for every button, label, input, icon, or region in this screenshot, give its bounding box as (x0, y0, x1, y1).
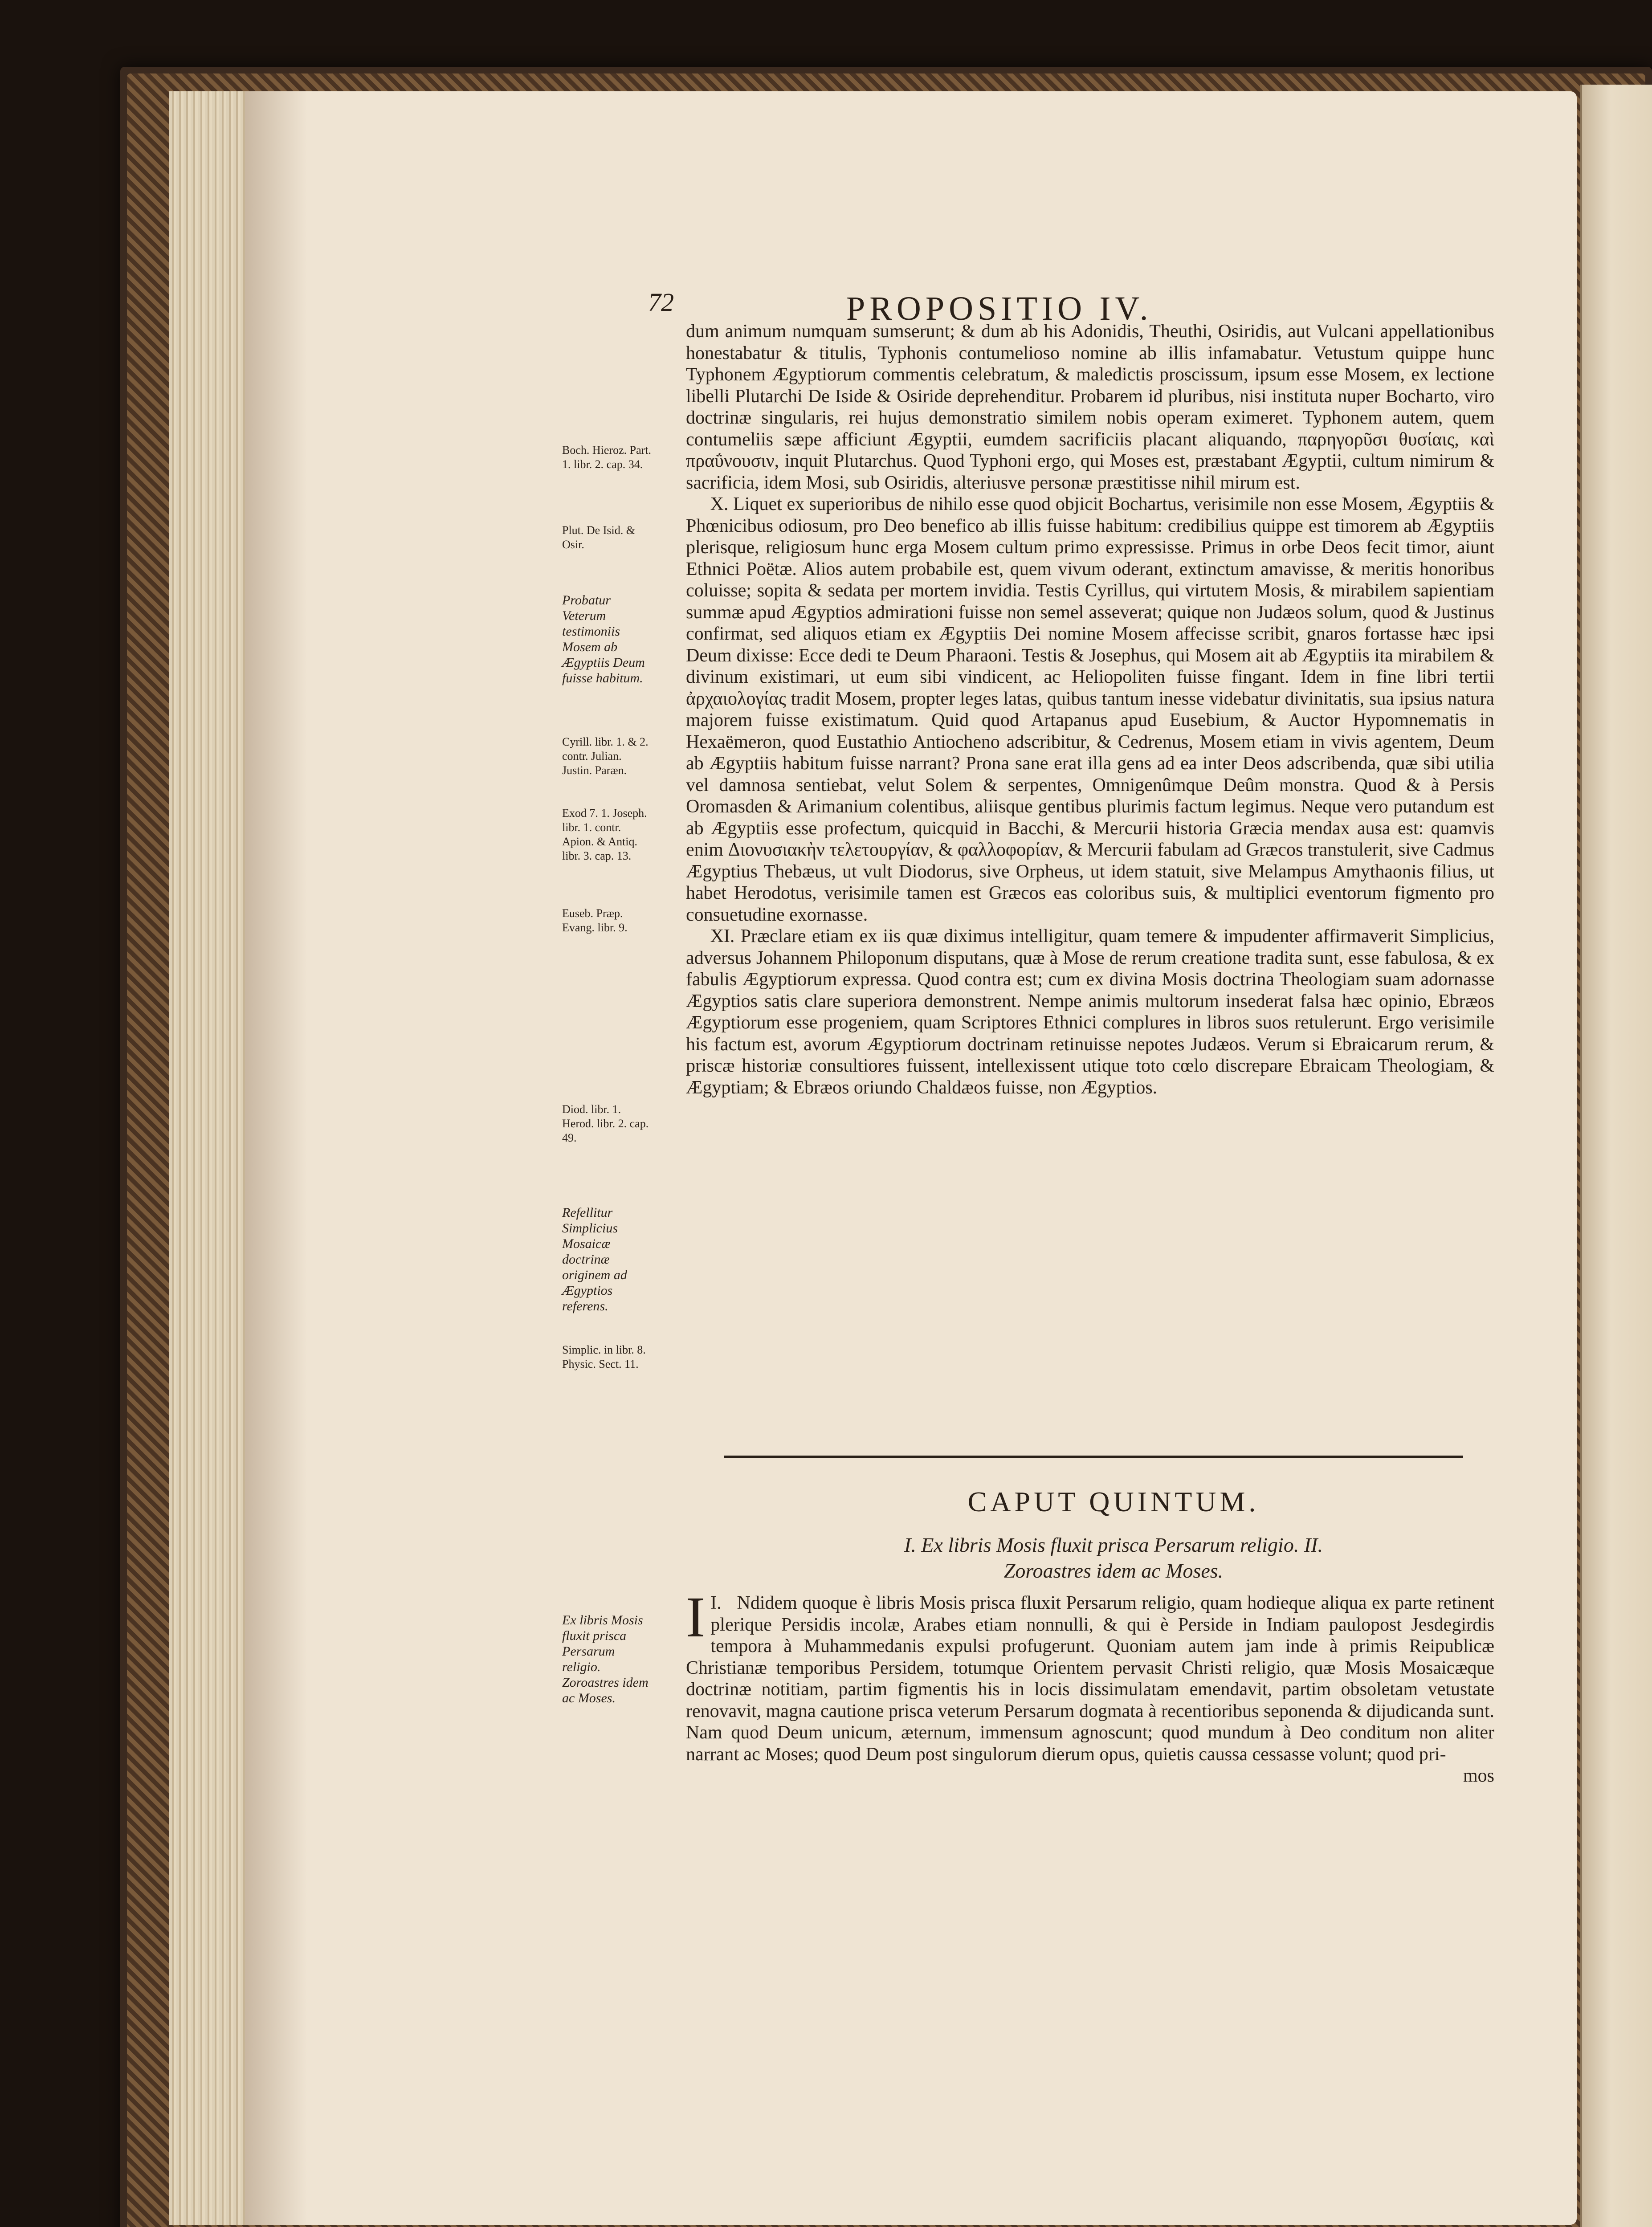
page-edges (169, 91, 245, 2225)
facing-page-edge (1580, 85, 1652, 2227)
marginal-note: Boch. Hieroz. Part. 1. libr. 2. cap. 34. (562, 444, 652, 471)
marginal-note: Euseb. Præp. Evang. libr. 9. (562, 907, 628, 934)
chapter-summary-line: I. Ex libris Mosis fluxit prisca Persarum religio. II. (904, 1534, 1323, 1556)
gutter-shadow (245, 91, 307, 2225)
running-head: PROPOSITIO IV. (846, 290, 1153, 327)
main-text (686, 321, 1494, 1098)
drop-cap: I (686, 1585, 706, 1649)
marginal-note: Plut. De Isid. & Osir. (562, 524, 635, 551)
paragraph: dum animum numquam sumserunt; & dum ab his Adonidis, Theuthi, Osiridis, aut Vulcani appellationibus honestabatur & titulis, Typhonis contumelioso nomine ab illis infamabatur. Vetustum quippe hunc Typhonem Ægyptiorum commentis celebratum, & maledictis proscissum, ipsum esse Mosem, ex lectione libelli Plutarchi De Iside & Osiride deprehenditur. Probarem id pluribus, nisi instituta nuper Bocharto, viro doctrinæ singularis, rei hujus demonstratio similem nobis operam eximeret. Typhonem autem, quem contumeliis sæpe afficiunt Ægyptii, eumdem sacrificiis placant aliquando, παρηγορῦσι θυσίαις, καὶ πραΰνουσιν, inquit Plutarchus. Quod Typhoni ergo, qui Moses est, præstabant Ægyptii, cultum nimirum & sacrificia, idem Mosi, sub Osiridis, alteriusve personæ præstitisse nihil mirum est. (686, 321, 1494, 493)
marginal-note: Simplic. in libr. 8. Physic. Sect. 11. (562, 1343, 646, 1370)
marginal-note: Cyrill. libr. 1. & 2. contr. Julian. Justin. Paræn. (562, 735, 649, 777)
section-number: I. (710, 1593, 722, 1613)
chapter-title: CAPUT QUINTUM. (967, 1486, 1260, 1517)
chapter-summary (779, 1532, 1448, 1584)
chapter-paragraph: Ndidem quoque è libris Mosis prisca fluxit Persarum religio, quam hodieque aliqua ex parte retinent plerique Persidis incolæ, Arabes etiam nonnulli, & qui è Perside in Indiam paulopost Jesdegirdis tempora à Muhammedanis expulsi profugerunt. Quoniam autem jam inde à primis Reipublicæ Christianæ temporibus Persidem, totumque Orientem pervasit Christi religio, quæ Mosis Mosaicæque doctrinæ notitiam, partim figmentis his in locis dissimulatam emendavit, partim obsoletam vetustate renovavit, magna cautione prisca veterum Persarum dogmata à recentioribus seponenda & dijudicanda sunt. Nam quod Deum unicum, æternum, immensum agnoscunt; quod mundum à Deo conditum non aliter narrant ac Moses; quod Deum post singulorum dierum opus, quietis caussa cessasse volunt; quod pri- (686, 1593, 1495, 1765)
paragraph: X. Liquet ex superioribus de nihilo esse quod objicit Bochartus, verisimile non esse Mosem, Ægyptiis & Phœnicibus odiosum, pro Deo benefico ab illis fuisse habitum: credibilius quippe est timorem ab Ægyptiis plerisque, religiosum hunc erga Mosem cultum primo expressisse. Primus in orbe Deos fecit timor, aiunt Ethnici Poëtæ. Alios autem probabile est, quem vivum oderant, extinctum amavisse, & meritis honoribus coluisse; sopita & sedata per mortem invidia. Testis Cyrillus, qui virtutem Mosis, & mirabilem sapientiam summæ apud Ægyptios admirationi fuisse non semel asseverat; quique non Judæos solum, quod & Justinus confirmat, sed aliquos etiam ex Ægyptiis Dei nomine Mosem affecisse scribit, gnaros fortasse hæc ipsi Deum dixisse: Ecce dedi te Deum Pharaoni. Testis & Josephus, qui Mosem ait ab Ægyptiis ita mirabilem & divinum existimari, ut eum sibi vindicent, ac Heliopoliten fuisse fingant. Idem in fine libri tertii ἀρχαιολογίας tradit Mosem, propter leges latas, quibus tantum inesse videbatur divinitatis, sua ipsius natura majorem fuisse existimatum. Quid quod Artapanus apud Eusebium, & Auctor Hypomnematis in Hexaëmeron, quod Eustathio Antiocheno adscribitur, & Cedrenus, Mosem etiam in vivis agentem, Deum ab Ægyptiis habitum fuisse narrant? Prona sane erat illa gens ad ea inter Deos adscribenda, quæ sibi utilia vel damnosa sentiebat, velut Solem & serpentes, Omnigenûmque Deûm monstra. Quod & à Persis Oromasden & Arimanium colentibus, aliisque gentibus plurimis factum legimus. Neque vero putandum est ab Ægyptiis esse profectum, quicquid in Bacchi, & Mercurii historia Græcia mendax ausa est: quamvis enim Διονυσιακὴν τελετουργίαν, & φαλλοφορίαν, & Mercurii fabulam ad Græcos transtulerit, sive Cadmus Ægyptius Thebæus, ut vult Diodorus, sive Orpheus, ut idem statuit, sive Melampus Amythaonis filius, ut habet Herodotus, verisimile tamen est Græcos eas coloribus suis, & multiplici eventorum figmento pro consuetudine exornasse. (686, 494, 1494, 925)
chapter-summary-line: Zoroastres idem ac Moses. (1003, 1559, 1224, 1582)
chapter-text (686, 1585, 1495, 1787)
paragraph: XI. Præclare etiam ex iis quæ diximus intelligitur, quam temere & impudenter affirmaverit Simplicius, adversus Johannem Philoponum disputans, quæ à Mose de rerum creatione tradita sunt, esse fabulosa, & ex fabulis Ægyptiorum expressa. Quod contra est; cum ex divina Mosis doctrina Theologiam suam adornasse Ægyptios satis clare superiora demonstrent. Nempe animis multorum insederat falsa hæc opinio, Ebræos Ægyptiorum esse progeniem, quam Scriptores Ethnici complures in libros suos retulerunt. Ergo verisimile his factum est, avorum Ægyptiorum doctrinam retinuisse nepotes Judæos. Verum si Ebraicarum rerum, & priscæ historiæ consultiores fuissent, intellexissent utique toto cœlo discrepare Ebraicam Theologiam, & Ægyptiam; & Ebræos oriundo Chaldæos fuisse, non Ægyptios. (686, 926, 1494, 1098)
catchword: mos (1463, 1766, 1494, 1786)
marginal-note: Exod 7. 1. Joseph. libr. 1. contr. Apion. & Antiq. libr. 3. cap. 13. (562, 807, 647, 862)
marginal-note: Diod. libr. 1. Herod. libr. 2. cap. 49. (562, 1103, 649, 1144)
marginal-note: Refellitur Simplicius Mosaicæ doctrinæ originem ad Ægyptios referens. (562, 1205, 627, 1313)
paragraph (686, 1585, 1495, 1765)
page-number: 72 (648, 288, 674, 317)
marginal-note: Ex libris Mosis fluxit prisca Persarum religio. Zoroastres idem ac Moses. (562, 1613, 649, 1705)
section-rule (724, 1456, 1463, 1458)
marginal-note: Probatur Veterum testimoniis Mosem ab Ægyptiis Deum fuisse habitum. (562, 593, 645, 685)
